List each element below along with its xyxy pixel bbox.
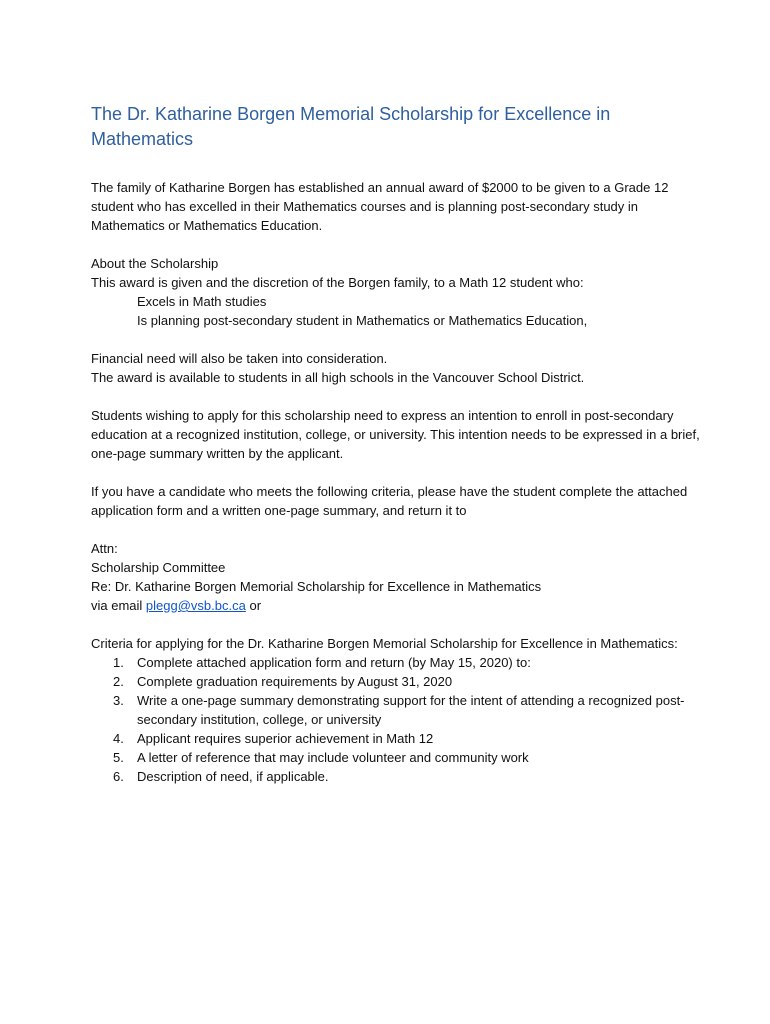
candidate-paragraph: If you have a candidate who meets the following criteria, please have the student complete the attached application form and a written one-page summary, and return it to — [91, 484, 688, 518]
or-label: or — [249, 598, 262, 613]
criteria-text: Write a one-page summary demonstrating support for the intent of attending a recognized post-secondary institution, college, or university — [137, 693, 685, 727]
contact-re: Re: Dr. Katharine Borgen Memorial Scholarship for Excellence in Mathematics — [91, 579, 542, 594]
contact-email-line — [91, 596, 703, 615]
about-lead: This award is given and the discretion of the Borgen family, to a Math 12 student who: — [91, 275, 584, 290]
criteria-text: Description of need, if applicable. — [137, 769, 329, 784]
criteria-item — [91, 672, 703, 691]
financial-note: Financial need will also be taken into consideration. — [91, 351, 388, 366]
criteria-item — [91, 729, 703, 748]
criteria-number: 4. — [113, 731, 124, 746]
criteria-number: 1. — [113, 655, 124, 670]
contact-attn: Attn: — [91, 541, 118, 556]
intro-paragraph: The family of Katharine Borgen has established an annual award of $2000 to be given to a Grade 12 student who has excelled in their Mathematics courses and is planning post-secondary study in Mathematics or Mathematics Education. — [91, 180, 669, 233]
contact-committee: Scholarship Committee — [91, 560, 226, 575]
criteria-item — [91, 653, 703, 672]
about-heading: About the Scholarship — [91, 256, 219, 271]
criteria-list — [91, 653, 703, 786]
criteria-heading: Criteria for applying for the Dr. Katharine Borgen Memorial Scholarship for Excellence in Mathematics: — [91, 636, 678, 651]
about-item: Is planning post-secondary student in Mathematics or Mathematics Education, — [137, 313, 588, 328]
criteria-item — [91, 748, 703, 767]
document-body — [91, 102, 703, 786]
criteria-text: Complete attached application form and return (by May 15, 2020) to: — [137, 655, 531, 670]
criteria-number: 6. — [113, 769, 124, 784]
email-link[interactable]: plegg@vsb.bc.ca — [145, 598, 246, 613]
availability-note: The award is available to students in all high schools in the Vancouver School District. — [91, 370, 585, 385]
intention-paragraph: Students wishing to apply for this scholarship need to express an intention to enroll in post-secondary education at a recognized institution, college, or university. This intention needs to be expressed in a brief, one-page summary written by the applicant. — [91, 408, 700, 461]
criteria-number: 3. — [113, 693, 124, 708]
criteria-text: A letter of reference that may include volunteer and community work — [137, 750, 529, 765]
criteria-number: 5. — [113, 750, 124, 765]
criteria-item — [91, 767, 703, 786]
via-email-label: via email — [91, 598, 143, 613]
page-title: The Dr. Katharine Borgen Memorial Scholarship for Excellence in Mathematics — [91, 104, 611, 149]
criteria-text: Complete graduation requirements by August 31, 2020 — [137, 674, 453, 689]
criteria-item — [91, 691, 703, 729]
about-item: Excels in Math studies — [137, 294, 267, 309]
criteria-number: 2. — [113, 674, 124, 689]
criteria-text: Applicant requires superior achievement in Math 12 — [137, 731, 434, 746]
